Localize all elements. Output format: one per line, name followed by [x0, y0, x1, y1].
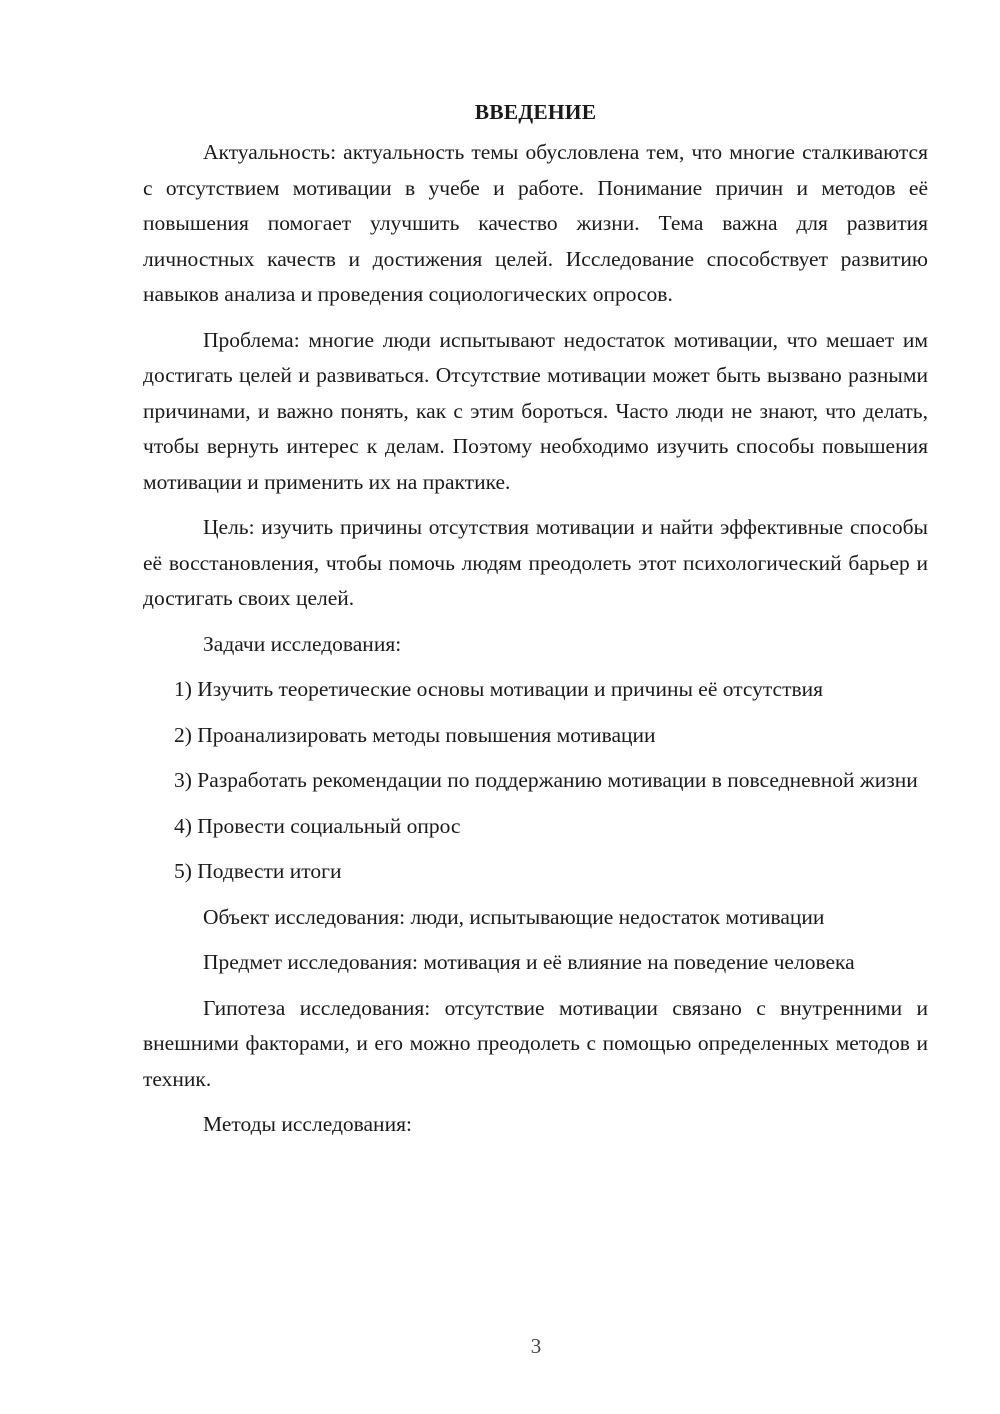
goal-paragraph: Цель: изучить причины отсутствия мотивации и найти эффективные способы её восстановления, чтобы помочь людям преодолеть этот психологический барьер и достигать своих целей.	[143, 515, 928, 610]
task-item: 2) Проанализировать методы повышения мотивации	[174, 722, 656, 747]
methods-heading: Методы исследования:	[203, 1112, 412, 1136]
page-number: 3	[530, 1334, 542, 1358]
task-item: 3) Разработать рекомендации по поддержанию мотивации в повседневной жизни	[174, 768, 918, 792]
hypothesis-paragraph: Гипотеза исследования: отсутствие мотивации связано с внутренними и внешними факторами, и его можно преодолеть с помощью определенных методов и техник.	[143, 995, 928, 1091]
document-body	[143, 95, 928, 1153]
task-item: 4) Провести социальный опрос	[174, 813, 461, 838]
relevance-paragraph: Актуальность: актуальность темы обусловлена тем, что многие сталкиваются с отсутствием мотивации в учебе и работе. Понимание причин и методов её повышения помогает улучшить качество жизни. Тема важна для развития личностных качеств и достижения целей. Исследование способствует развитию навыков анализа и проведения социологических опросов.	[143, 140, 928, 306]
tasks-heading: Задачи исследования:	[203, 631, 402, 656]
object-paragraph: Объект исследования: люди, испытывающие недостаток мотивации	[203, 904, 825, 929]
section-heading: ВВЕДЕНИЕ	[474, 100, 597, 124]
task-item: 1) Изучить теоретические основы мотивации и причины её отсутствия	[174, 677, 824, 701]
subject-paragraph: Предмет исследования: мотивация и её влияние на поведение человека	[203, 950, 855, 974]
task-item: 5) Подвести итоги	[174, 859, 342, 883]
problem-paragraph: Проблема: многие люди испытывают недостаток мотивации, что мешает им достигать целей и развиваться. Отсутствие мотивации может быть вызвано разными причинами, и важно понять, как с этим бороться. Часто люди не знают, что делать, чтобы вернуть интерес к делам. Поэтому необходимо изучить способы повышения мотивации и применить их на практике.	[143, 327, 928, 494]
